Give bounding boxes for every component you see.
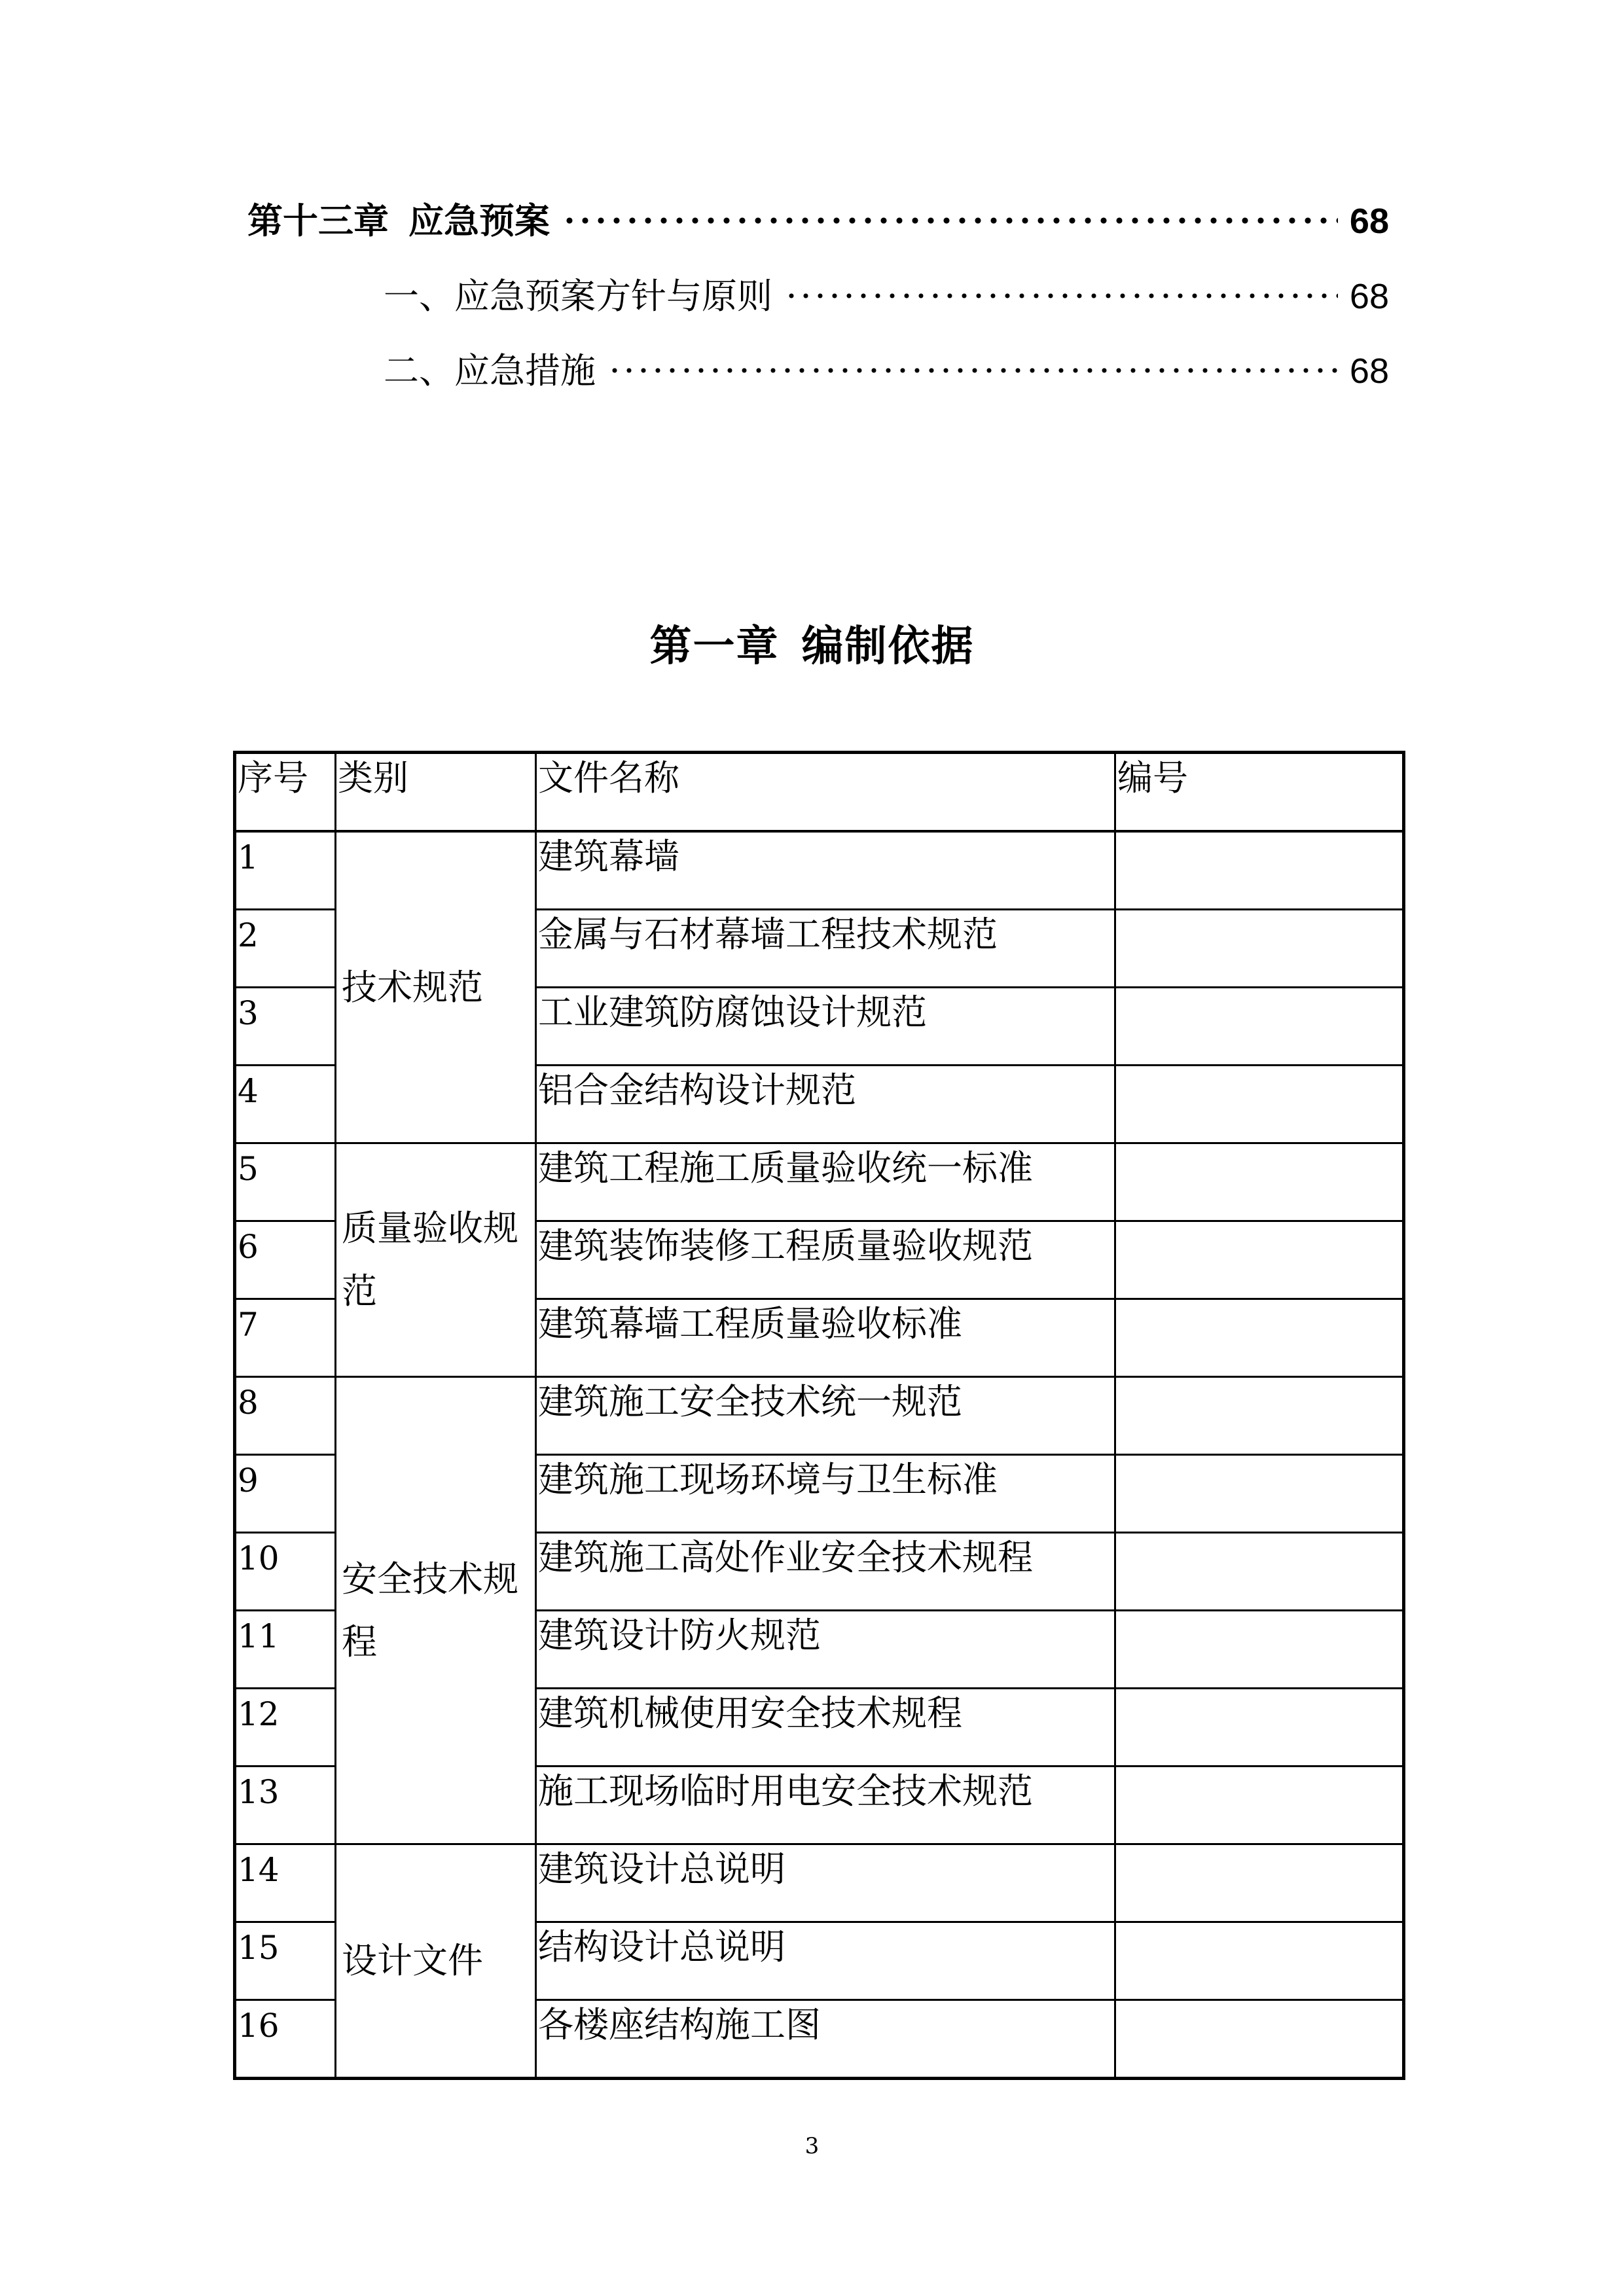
chapter-number: 第一章 bbox=[649, 622, 780, 671]
document-code bbox=[1115, 1922, 1404, 2000]
chapter-title: 编制依据 bbox=[801, 622, 975, 671]
header-document-code: 编号 bbox=[1115, 753, 1404, 832]
row-number: 10 bbox=[235, 1533, 336, 1611]
document-code bbox=[1115, 988, 1404, 1066]
toc-dot-leader bbox=[784, 293, 1338, 299]
document-name: 建筑施工现场环境与卫生标准 bbox=[536, 1455, 1115, 1533]
category-cell: 安全技术规程 bbox=[336, 1377, 536, 1844]
toc-chapter-page: 68 bbox=[1349, 202, 1389, 241]
category-cell: 质量验收规范 bbox=[336, 1143, 536, 1377]
toc-section-title: 二、应急措施 bbox=[384, 350, 596, 391]
document-code bbox=[1115, 1143, 1404, 1221]
row-number: 6 bbox=[235, 1221, 336, 1299]
row-number: 16 bbox=[235, 2000, 336, 2079]
toc-section-page: 68 bbox=[1349, 351, 1389, 391]
document-name: 建筑施工高处作业安全技术规程 bbox=[536, 1533, 1115, 1611]
table-row bbox=[235, 1143, 1404, 1221]
document-code bbox=[1115, 1299, 1404, 1377]
document-name: 铝合金结构设计规范 bbox=[536, 1066, 1115, 1143]
header-document-name: 文件名称 bbox=[536, 753, 1115, 832]
chapter-heading bbox=[0, 615, 1624, 678]
document-code bbox=[1115, 1455, 1404, 1533]
table-row bbox=[235, 831, 1404, 910]
document-name: 各楼座结构施工图 bbox=[536, 2000, 1115, 2079]
document-name: 建筑施工安全技术统一规范 bbox=[536, 1377, 1115, 1455]
row-number: 7 bbox=[235, 1299, 336, 1377]
row-number: 1 bbox=[235, 831, 336, 910]
row-number: 4 bbox=[235, 1066, 336, 1143]
document-name: 建筑工程施工质量验收统一标准 bbox=[536, 1143, 1115, 1221]
category-cell: 技术规范 bbox=[336, 831, 536, 1143]
document-code bbox=[1115, 1066, 1404, 1143]
table-row bbox=[235, 1844, 1404, 1922]
page-number: 3 bbox=[804, 2133, 820, 2159]
toc-section-page: 68 bbox=[1349, 277, 1389, 316]
document-name: 建筑设计防火规范 bbox=[536, 1611, 1115, 1689]
toc-section-title: 一、应急预案方针与原则 bbox=[384, 276, 772, 317]
toc-dot-leader bbox=[607, 367, 1338, 374]
document-name: 建筑幕墙工程质量验收标准 bbox=[536, 1299, 1115, 1377]
document-name: 建筑装饰装修工程质量验收规范 bbox=[536, 1221, 1115, 1299]
document-code bbox=[1115, 1844, 1404, 1922]
table-header-row bbox=[235, 753, 1404, 832]
row-number: 13 bbox=[235, 1767, 336, 1844]
header-serial-number: 序号 bbox=[235, 753, 336, 832]
document-name: 建筑机械使用安全技术规程 bbox=[536, 1689, 1115, 1767]
table-row bbox=[235, 1377, 1404, 1455]
document-code bbox=[1115, 1611, 1404, 1689]
basis-table bbox=[233, 751, 1405, 2080]
row-number: 8 bbox=[235, 1377, 336, 1455]
document-code bbox=[1115, 2000, 1404, 2079]
document-code bbox=[1115, 1767, 1404, 1844]
document-name: 工业建筑防腐蚀设计规范 bbox=[536, 988, 1115, 1066]
toc-chapter-entry[interactable] bbox=[247, 195, 1389, 247]
toc-dot-leader bbox=[562, 217, 1338, 224]
document-name: 施工现场临时用电安全技术规范 bbox=[536, 1767, 1115, 1844]
category-cell: 设计文件 bbox=[336, 1844, 536, 2079]
row-number: 5 bbox=[235, 1143, 336, 1221]
row-number: 14 bbox=[235, 1844, 336, 1922]
document-name: 金属与石材幕墙工程技术规范 bbox=[536, 910, 1115, 988]
row-number: 12 bbox=[235, 1689, 336, 1767]
toc-section-entry[interactable] bbox=[384, 270, 1389, 323]
header-category: 类别 bbox=[336, 753, 536, 832]
row-number: 11 bbox=[235, 1611, 336, 1689]
document-code bbox=[1115, 1689, 1404, 1767]
document-code bbox=[1115, 1221, 1404, 1299]
document-code bbox=[1115, 1533, 1404, 1611]
row-number: 15 bbox=[235, 1922, 336, 2000]
toc-chapter-number: 第十三章 bbox=[247, 200, 389, 242]
document-name: 结构设计总说明 bbox=[536, 1922, 1115, 2000]
document-code bbox=[1115, 910, 1404, 988]
row-number: 9 bbox=[235, 1455, 336, 1533]
document-name: 建筑幕墙 bbox=[536, 831, 1115, 910]
row-number: 3 bbox=[235, 988, 336, 1066]
toc-chapter-title bbox=[247, 195, 550, 247]
toc-section-entry[interactable] bbox=[384, 345, 1389, 397]
toc-chapter-name: 应急预案 bbox=[408, 200, 550, 242]
document-name: 建筑设计总说明 bbox=[536, 1844, 1115, 1922]
document-code bbox=[1115, 831, 1404, 910]
document-code bbox=[1115, 1377, 1404, 1455]
row-number: 2 bbox=[235, 910, 336, 988]
